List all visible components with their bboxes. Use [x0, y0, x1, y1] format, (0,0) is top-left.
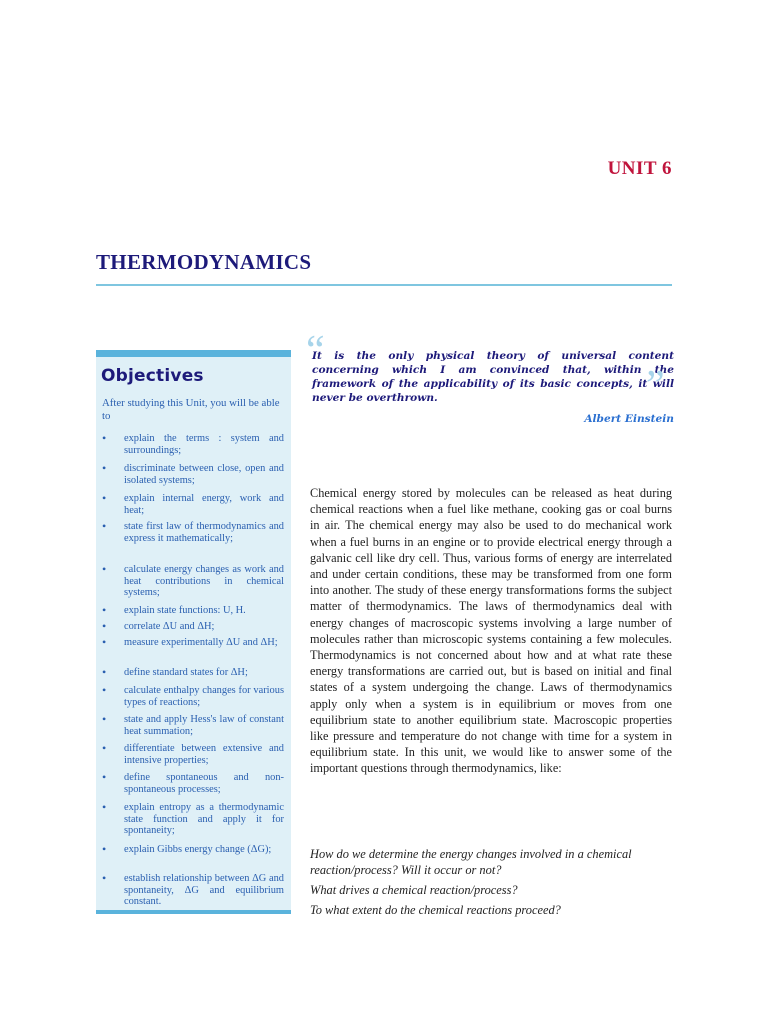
open-quote-icon: “ — [306, 328, 325, 374]
objective-item: • explain the terms : system and surroundings; — [102, 431, 284, 456]
objective-item: • discriminate between close, open and isolated systems; — [102, 461, 284, 486]
objective-item: • explain internal energy, work and heat; — [102, 491, 284, 516]
objective-item: • state first law of thermodynamics and express it mathematically; — [102, 519, 284, 544]
bullet-icon: • — [102, 665, 107, 679]
objective-item: • establish relationship between ΔG and spontaneity, ΔG and equilibrium constant. — [102, 871, 284, 908]
quote-author: Albert Einstein — [584, 413, 674, 425]
bullet-icon: • — [102, 741, 107, 755]
question-item: What drives a chemical reaction/process? — [310, 883, 518, 897]
body-paragraph: Chemical energy stored by molecules can be released as heat during chemical reactions when a fuel like methane, cooking gas or coal burns in air. The chemical energy may also be used to do mechanical work when a fuel burns in an engine or to provide electrical energy through a galvanic cell like dry cell. Thus, various forms of energy are interrelated and under certain conditions, these may be transformed from one form into another. The study of these energy transformations forms the subject matter of thermodynamics. The laws of thermodynamics deal with energy changes of macroscopic systems involving a large number of molecules rather than microscopic systems containing a few molecules. Thermodynamics is not concerned about how and at what rate these energy transformations are carried out, but is based on initial and final states of a system undergoing the change. Laws of thermodynamics apply only when a system is in equilibrium or moves from one equilibrium state to another equilibrium state. Macroscopic properties like pressure and temperature do not change with time for a system in equilibrium state. In this unit, we would like to answer some of the important questions through thermodynamics, like: — [310, 486, 672, 776]
bullet-icon: • — [102, 635, 107, 649]
objective-item: • calculate energy changes as work and heat contributions in chemical systems; — [102, 562, 284, 599]
epigraph-quote: It is the only physical theory of universal content concerning which I am convinced that, within the framework of the applicability of its basic concepts, it will never be overthrown. — [312, 350, 674, 404]
objective-item: • define spontaneous and non-spontaneous processes; — [102, 770, 284, 795]
bullet-icon: • — [102, 562, 107, 576]
bullet-icon: • — [102, 871, 107, 885]
objectives-intro: After studying this Unit, you will be able to — [102, 397, 280, 422]
bullet-icon: • — [102, 770, 107, 784]
unit-number: UNIT 6 — [607, 158, 672, 179]
bullet-icon: • — [102, 842, 107, 856]
bullet-icon: • — [102, 519, 107, 533]
objective-item: • explain Gibbs energy change (ΔG); — [102, 842, 272, 856]
objective-item: • measure experimentally ΔU and ΔH; — [102, 635, 278, 649]
objectives-heading: Objectives — [101, 366, 204, 386]
bullet-icon: • — [102, 431, 107, 445]
close-quote-icon: ” — [646, 363, 665, 409]
question-item: To what extent do the chemical reactions proceed? — [310, 903, 561, 917]
chapter-title: THERMODYNAMICS — [96, 250, 312, 274]
objective-item: • define standard states for ΔH; — [102, 665, 248, 679]
bullet-icon: • — [102, 461, 107, 475]
bullet-icon: • — [102, 712, 107, 726]
objective-item: • differentiate between extensive and intensive properties; — [102, 741, 284, 766]
question-item: How do we determine the energy changes involved in a chemical reaction/process? Will it occur or not? — [310, 847, 632, 877]
bullet-icon: • — [102, 491, 107, 505]
objective-item: • state and apply Hess's law of constant heat summation; — [102, 712, 284, 737]
title-divider — [96, 284, 672, 286]
objectives-box — [96, 350, 291, 914]
objective-item: • explain entropy as a thermodynamic state function and apply it for spontaneity; — [102, 800, 284, 837]
bullet-icon: • — [102, 683, 107, 697]
bullet-icon: • — [102, 800, 107, 814]
objective-item: • calculate enthalpy changes for various types of reactions; — [102, 683, 284, 708]
objective-item: • correlate ΔU and ΔH; — [102, 619, 215, 633]
objective-item: • explain state functions: U, H. — [102, 603, 246, 617]
bullet-icon: • — [102, 619, 107, 633]
bullet-icon: • — [102, 603, 107, 617]
